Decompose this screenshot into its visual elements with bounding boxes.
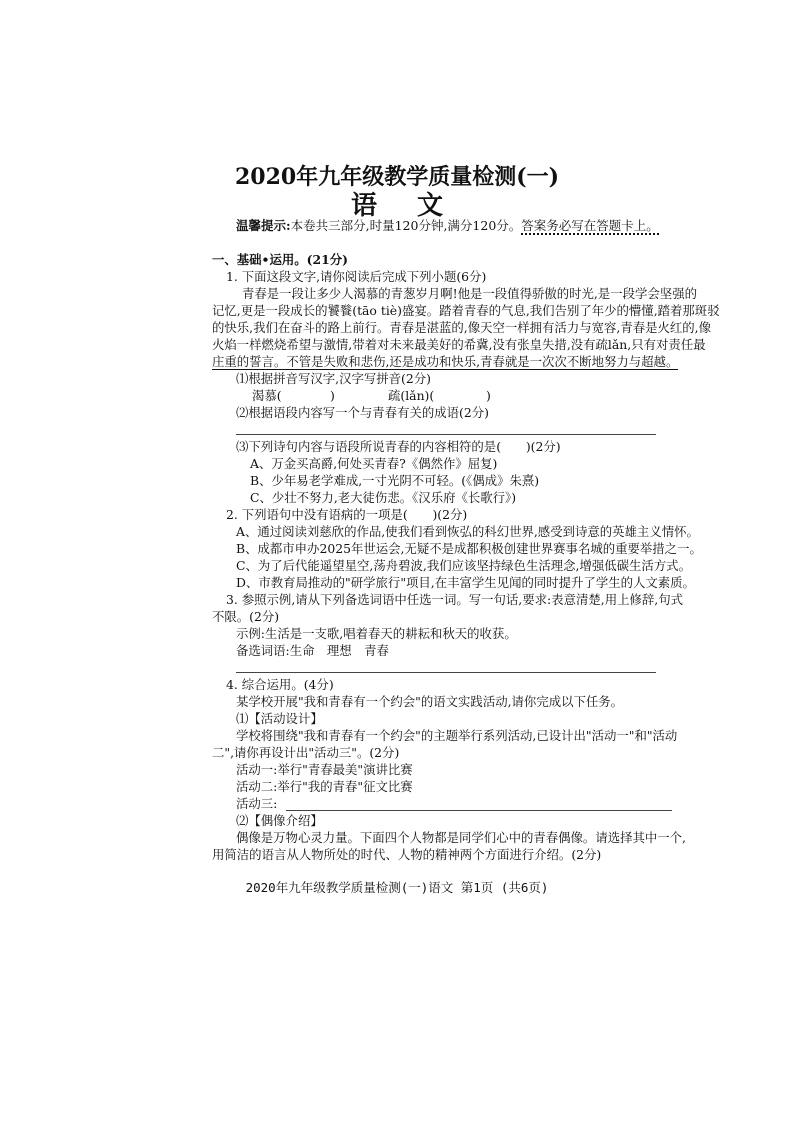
subject-title: 语文: [350, 191, 483, 221]
q1-sub1: ⑴根据拼音写汉字,汉字写拼音(2分): [236, 371, 431, 386]
q2-option-b: B、成都市申办2025年世运会,无疑不是成都积极创建世界赛事名城的重要举措之一。: [236, 541, 702, 556]
q1-option-c: C、少壮不努力,老大徒伤悲。《汉乐府《长歌行》): [250, 490, 517, 505]
q4-sub2-text-cont: 用简洁的语言从人物所处的时代、人物的精神两个方面进行介绍。(2分): [212, 847, 602, 862]
q4-sub2-text: 偶像是万物心灵力量。下面四个人物都是同学们心中的青春偶像。请选择其中一个,: [236, 830, 687, 845]
q1-sub1-item: ): [486, 388, 491, 403]
q4-sub1: ⑴【活动设计】: [236, 711, 323, 726]
hint-text: 本卷共三部分,时量120分钟,满分120分。: [290, 218, 522, 233]
q4-sub2: ⑵【偶像介绍】: [236, 813, 323, 828]
passage-line: 火焰一样燃烧希望与激情,带着对未来最美好的希冀,没有张皇失措,没有疏lǎn,只有对责任最: [212, 337, 706, 352]
q4-intro: 某学校开展"我和青春有一个约会"的语文实践活动,请你完成以下任务。: [236, 694, 624, 709]
passage-line: 的快乐,我们在奋斗的路上前行。青春是湛蓝的,像天空一样拥有活力与宽容,青春是火红的,像: [212, 320, 711, 335]
q1-sub3: ⑶下列诗句内容与语段所说青春的内容相符的是( )(2分): [236, 439, 561, 454]
exam-hint: [236, 216, 659, 234]
q4-sub1-text-cont: 二",请你再设计出"活动三"。(2分): [212, 745, 400, 760]
underlined-sentence: 庄重的誓言。不管是失败和悲伤,还是成功和快乐,青春就是一次次不断地努力与超越。: [212, 354, 679, 369]
hint-emphasis: 答案务必写在答题卡上。: [521, 218, 659, 233]
q1-sub1-item: 渴慕(: [252, 388, 282, 403]
q1-sub1-item: ): [330, 388, 335, 403]
q4-activity-1: 活动一:举行"青春最美"演讲比赛: [236, 762, 413, 777]
q2-option-d: D、市教育局推动的"研学旅行"项目,在丰富学生见闻的同时提升了学生的人文素质。: [236, 575, 695, 590]
q4-activity-3: 活动三:: [236, 796, 278, 811]
q2-option-a: A、通过阅读刘慈欣的作品,使我们看到恢弘的科幻世界,感受到诗意的英雄主义情怀。: [236, 524, 699, 539]
answer-line: [236, 672, 656, 673]
q2-option-c: C、为了后代能遥望星空,荡舟碧波,我们应该坚持绿色生活理念,增强低碳生活方式。: [236, 558, 691, 573]
q3-example: 示例:生活是一支歌,唱着春天的耕耘和秋天的收获。: [236, 626, 517, 641]
passage-line: [212, 353, 678, 370]
q1-sub1-item: 疏(lǎn)(: [388, 388, 435, 403]
exam-title: 2020年九年级教学质量检测(一): [234, 164, 560, 190]
q2-stem: 2. 下列语句中没有语病的一项是( )(2分): [226, 507, 468, 522]
q3-stem-cont: 不限。(2分): [212, 609, 280, 624]
q1-option-b: B、少年易老学难成,一寸光阴不可轻。(《偶成》朱熹): [250, 473, 540, 488]
q1-option-a: A、万金买高爵,何处买青春?《偶然作》屈复): [250, 456, 498, 471]
passage-line: 记忆,更是一段成长的饕餮(tāo tiè)盛宴。踏着青春的气息,我们告别了年少的懵懂,踏着那斑驳: [212, 303, 720, 318]
page-footer: 2020年九年级教学质量检测(一)语文 第1页 (共6页): [245, 880, 549, 895]
q1-sub2: ⑵根据语段内容写一个与青春有关的成语(2分): [236, 405, 489, 420]
q4-activity-2: 活动二:举行"我的青春"征文比赛: [236, 779, 413, 794]
q3-words: 备选词语:生命 理想 青春: [236, 643, 389, 658]
q3-stem: 3. 参照示例,请从下列备选词语中任选一词。写一句话,要求:表意清楚,用上修辞,句式: [226, 592, 683, 607]
passage-line: 青春是一段让多少人渴慕的青葱岁月啊!他是一段值得骄傲的时光,是一段学会坚强的: [242, 286, 697, 301]
section-heading: 一、基础•运用。(21分): [212, 252, 349, 267]
q4-sub1-text: 学校将围绕"我和青春有一个约会"的主题举行系列活动,已设计出"活动一"和"活动: [236, 728, 678, 743]
answer-line: [236, 434, 656, 435]
answer-line: [286, 810, 672, 811]
q1-stem: 1. 下面这段文字,请你阅读后完成下列小题(6分): [226, 269, 487, 284]
q4-stem: 4. 综合运用。(4分): [226, 677, 334, 692]
hint-label: 温馨提示:: [236, 218, 291, 233]
